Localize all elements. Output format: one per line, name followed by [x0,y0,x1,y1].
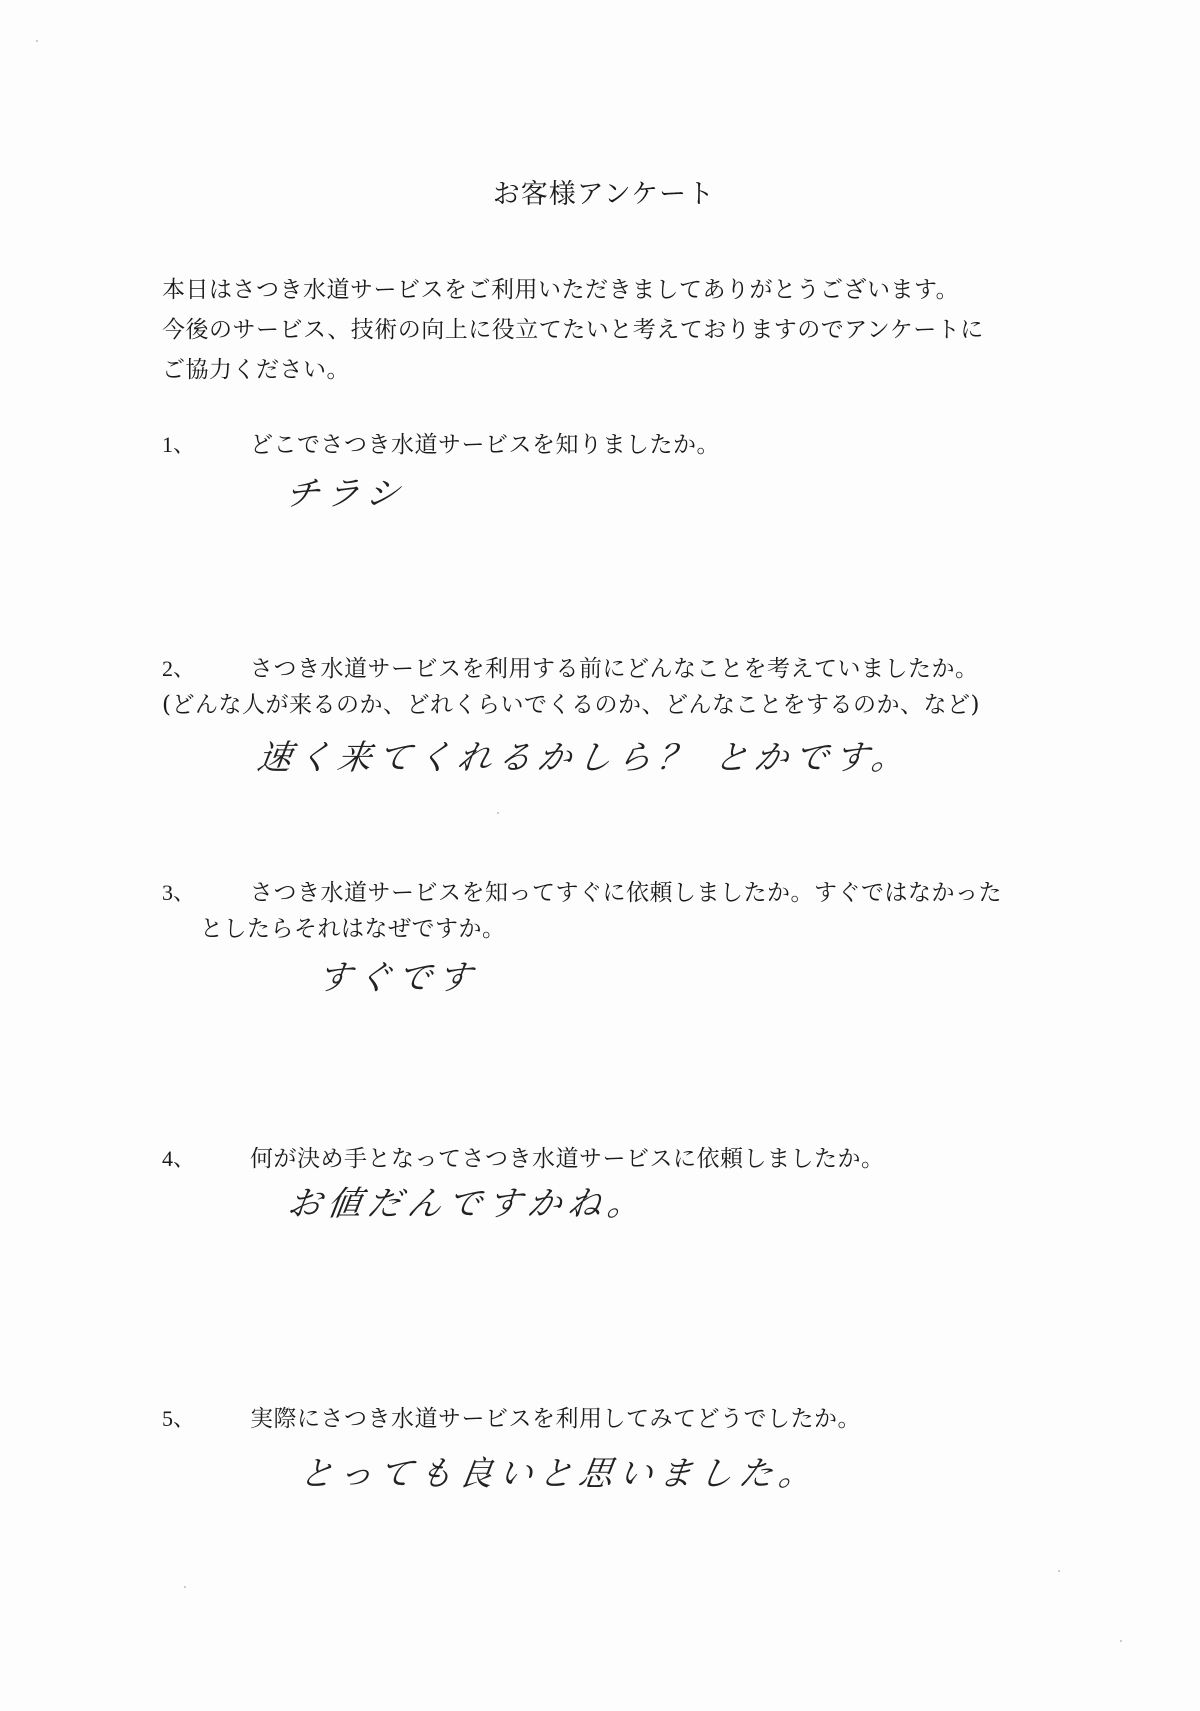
scan-speck [1058,1570,1060,1572]
question-2-text: さつき水道サービスを利用する前にどんなことを考えていましたか。 [250,656,979,682]
scan-speck [497,812,499,814]
question-2-note: (どんな人が来るのか、どれくらいでくるのか、どんなことをするのか、など) [162,692,980,718]
question-3-number: 3、 [162,880,196,905]
question-3-answer: すぐです [314,958,481,998]
scan-speck [36,40,38,42]
question-2-answer: 速く来てくれるかしら？ とかです。 [254,738,915,778]
scan-speck [184,1586,186,1588]
question-1-text: どこでさつき水道サービスを知りましたか。 [250,432,720,458]
question-1-number: 1、 [162,432,196,457]
question-4-number: 4、 [162,1146,196,1171]
intro-line: 本日はさつき水道サービスをご利用いただきましてありがとうございます。 [162,277,960,303]
survey-title: お客様アンケート [492,179,716,210]
scan-speck [1120,1640,1122,1642]
question-5-answer: とっても良いと思いました。 [296,1454,822,1494]
question-4-answer: お値だんですかね。 [284,1184,651,1224]
question-5-number: 5、 [162,1406,196,1431]
intro-line: ご協力ください。 [162,357,350,383]
question-3-note: としたらそれはなぜですか。 [200,916,506,942]
question-5-text: 実際にさつき水道サービスを利用してみてどうでしたか。 [250,1406,861,1432]
question-2-number: 2、 [162,656,196,681]
question-4-text: 何が決め手となってさつき水道サービスに依頼しましたか。 [250,1146,885,1172]
question-1-answer: チラシ [282,474,409,514]
intro-line: 今後のサービス、技術の向上に役立てたいと考えておりますのでアンケートに [162,317,984,343]
question-3-text: さつき水道サービスを知ってすぐに依頼しましたか。すぐではなかった [250,880,1002,906]
intro-paragraph [162,270,984,390]
